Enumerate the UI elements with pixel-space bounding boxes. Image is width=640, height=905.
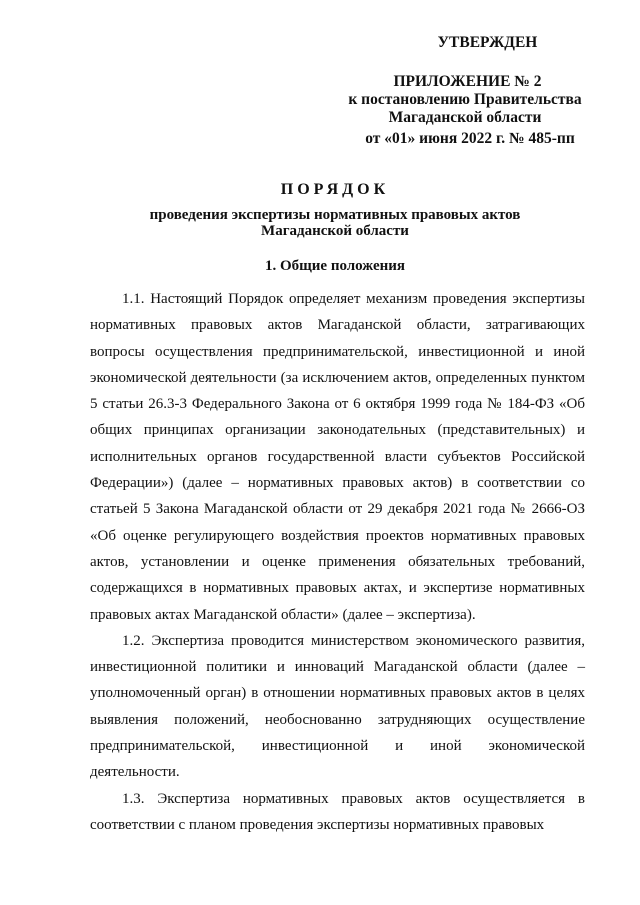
annex-label: ПРИЛОЖЕНИЕ № 2 [393,73,542,90]
subtitle-line-2: Магаданской области [261,223,409,239]
document-title: ПОРЯДОК [280,181,390,198]
decree-line-1: к постановлению Правительства [348,91,582,108]
decree-date-line: от «01» июня 2022 г. № 485-пп [365,130,575,147]
body-text [90,286,585,838]
section-heading: 1. Общие положения [264,258,406,274]
approved-label: УТВЕРЖДЕН [437,34,538,51]
approval-block [330,34,590,148]
paragraph-1-3: 1.3. Экспертиза нормативных правовых актов осуществляется в соответствии с планом проведения экспертизы нормативных правовых [90,790,585,833]
decree-line-2: Магаданской области [388,109,542,126]
paragraph-1-2: 1.2. Экспертиза проводится министерством экономического развития, инвестиционной политики и инноваций Магаданской области (далее – уполномоченный орган) в отношении нормативных правовых актов в целях выявления положений, необоснованно затрудняющих осуществление предпринимательской, инвестиционной и иной экономической деятельности. [90,632,585,781]
subtitle-line-1: проведения экспертизы нормативных правовых актов [149,207,521,223]
document-subtitle [100,207,570,239]
paragraph-1-1: 1.1. Настоящий Порядок определяет механизм проведения экспертизы нормативных правовых актов Магаданской области, затрагивающих вопросы осуществления предпринимательской, инвестиционной и иной экономической деятельности (за исключением актов, определенных пунктом 5 статьи 26.3-3 Федерального Закона от 6 октября 1999 года № 184-ФЗ «Об общих принципах организации законодательных (представительных) и исполнительных органов государственной власти субъектов Российской Федерации») (далее – нормативных правовых актов) в соответствии со статьей 5 Закона Магаданской области от 29 декабря 2021 года № 2666-ОЗ «Об оценке регулирующего воздействия проектов нормативных правовых актов, установлении и оценке применения обязательных требований, содержащихся в нормативных правовых актах, и экспертизе нормативных правовых актах Магаданской области» (далее – экспертиза). [90,291,585,623]
